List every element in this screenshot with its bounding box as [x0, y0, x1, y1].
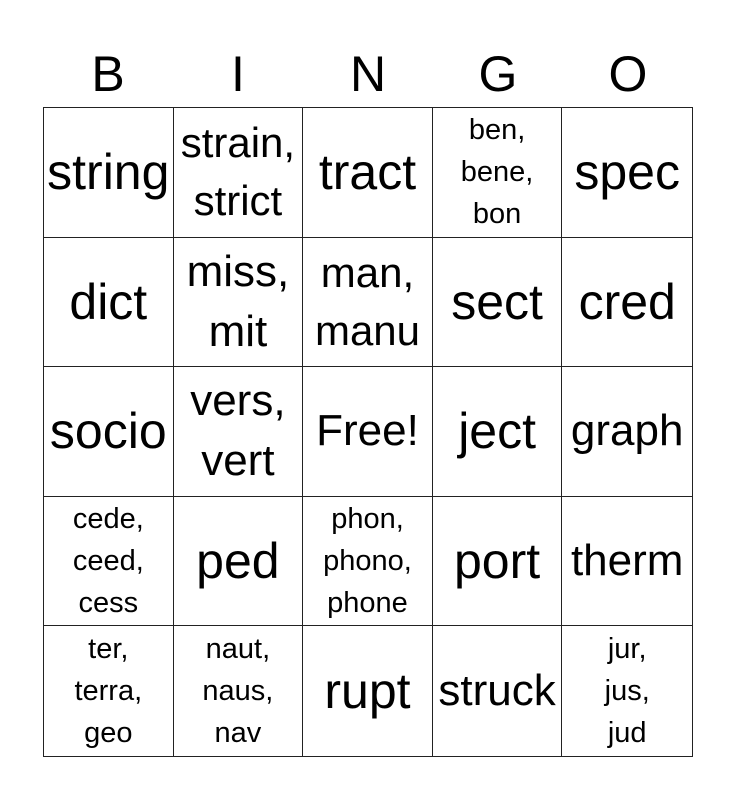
bingo-cell: man, manu: [303, 238, 433, 368]
header-letter-g: G: [478, 46, 518, 102]
bingo-header: [43, 44, 693, 104]
bingo-cell: dict: [44, 238, 174, 368]
bingo-cell: spec: [562, 108, 692, 238]
bingo-cell: miss, mit: [174, 238, 304, 368]
bingo-cell: cred: [562, 238, 692, 368]
bingo-cell: jur, jus, jud: [604, 633, 650, 750]
bingo-cell: rupt: [303, 626, 433, 756]
bingo-cell: sect: [433, 238, 563, 368]
bingo-cell: vers, vert: [174, 367, 304, 497]
bingo-cell: strain, strict: [174, 108, 304, 238]
bingo-cell: ject: [433, 367, 563, 497]
bingo-board: [43, 107, 693, 757]
header-letter-b: B: [91, 46, 125, 102]
bingo-cell: ben, bene, bon: [433, 108, 563, 238]
bingo-cell: naut, naus, nav: [174, 626, 304, 756]
bingo-cell: cede, ceed, cess: [44, 497, 174, 627]
bingo-cell: phon, phono, phone: [303, 497, 433, 627]
header-letter-n: N: [349, 46, 387, 102]
bingo-cell: ter, terra, geo: [44, 626, 174, 756]
bingo-cell: port: [433, 497, 563, 627]
free-space: Free!: [303, 367, 433, 497]
bingo-cell: tract: [303, 108, 433, 238]
bingo-cell: socio: [44, 367, 174, 497]
bingo-cell: string: [44, 108, 174, 238]
header-letter-i: I: [231, 46, 245, 102]
bingo-cell: ped: [174, 497, 304, 627]
bingo-cell: therm: [562, 497, 692, 627]
bingo-cell: struck: [433, 626, 563, 756]
bingo-cell: graph: [562, 367, 692, 497]
header-letter-o: O: [608, 46, 648, 102]
